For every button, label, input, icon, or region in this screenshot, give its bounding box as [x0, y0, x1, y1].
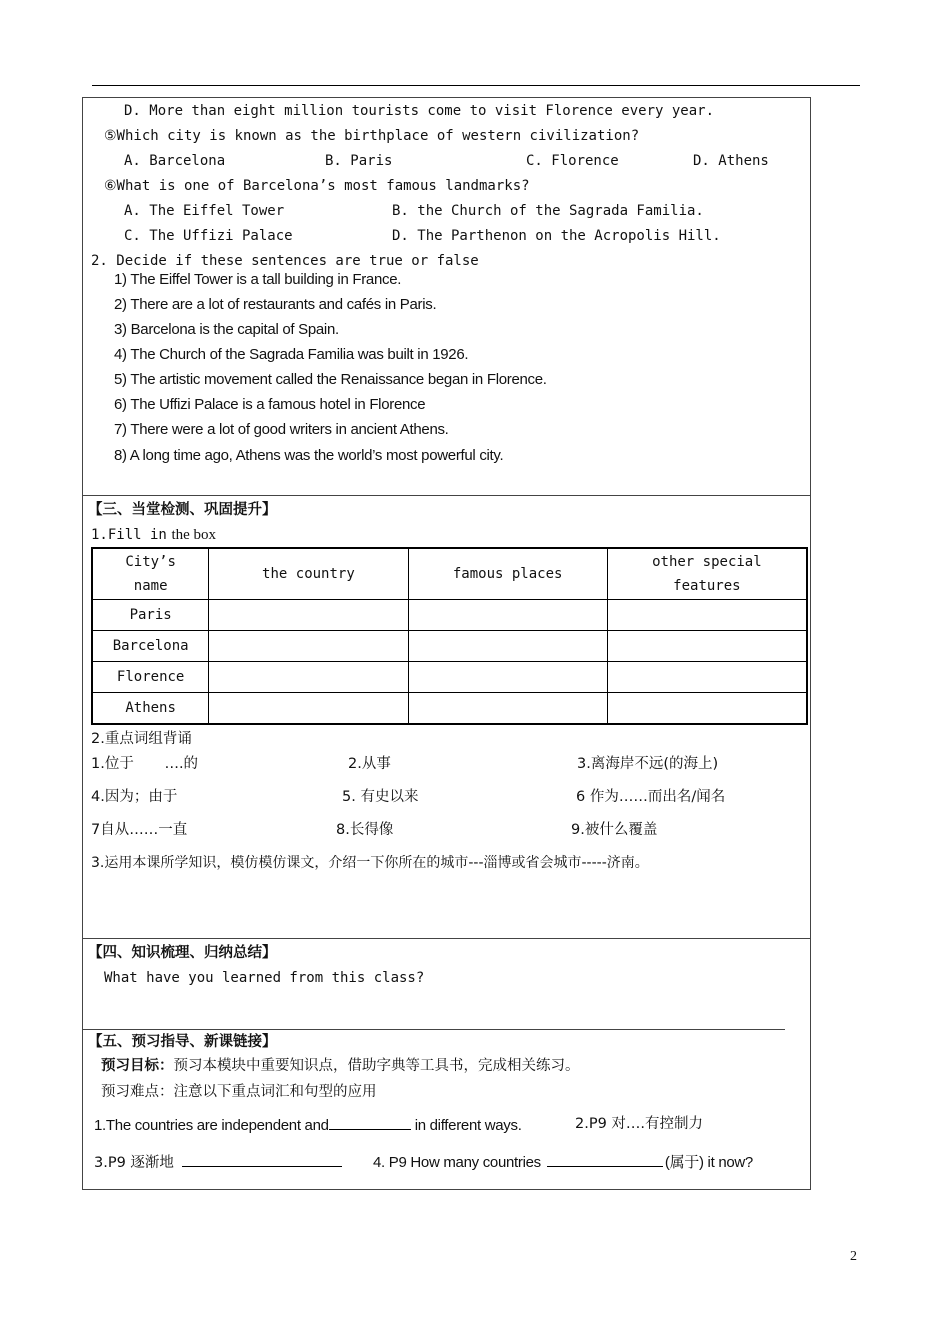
item1-text-b: in different ways. [414, 1117, 522, 1134]
item1-text-a: 1.The countries are independent and [94, 1117, 329, 1134]
page-number: 2 [850, 1249, 857, 1264]
table-header: City’s name [92, 548, 209, 600]
phrase-item: 9.被什么覆盖 [571, 822, 658, 838]
table-row [92, 600, 807, 631]
preview-goal [101, 1057, 580, 1075]
goal-text: 预习本模块中重要知识点，借助字典等工具书，完成相关练习。 [173, 1058, 580, 1074]
phrase-item: 8.长得像 [336, 822, 394, 838]
fill-title-a: 1.Fill in [91, 527, 167, 543]
q5-option-b: B. Paris [325, 153, 393, 169]
table-header: the country [209, 548, 408, 600]
phrase-text: 1.位于 [91, 756, 134, 772]
q5-option-d: D. Athens [693, 153, 769, 169]
item3-text: 3.P9 逐渐地 [94, 1155, 174, 1171]
fill-in-table [91, 547, 808, 725]
answer-cell[interactable] [408, 662, 607, 693]
tf-item: 4) The Church of the Sagrada Familia was built in 1926. [114, 346, 469, 363]
phrase-item: 2.从事 [348, 756, 391, 772]
answer-cell[interactable] [607, 662, 807, 693]
section5-heading: 【五、预习指导、新课链接】 [88, 1034, 277, 1050]
phrase-item: 5. 有史以来 [342, 789, 419, 805]
item4-text-b: (属于) it now? [664, 1154, 753, 1171]
phrase-item: 7自从……一直 [91, 822, 188, 838]
tf-item: 3) Barcelona is the capital of Spain. [114, 321, 339, 338]
preview-item-2: 2.P9 对….有控制力 [575, 1116, 704, 1132]
q5-question: ⑤Which city is known as the birthplace of western civilization? [104, 128, 640, 144]
section4-heading: 【四、知识梳理、归纳总结】 [88, 945, 277, 961]
q5-option-c: C. Florence [526, 153, 619, 169]
phrase-item: 3.离海岸不远(的海上) [577, 756, 719, 772]
table-header-row [92, 548, 807, 600]
q5-option-a: A. Barcelona [124, 153, 226, 169]
tf-title: 2. Decide if these sentences are true or false [91, 253, 479, 269]
section4-question: What have you learned from this class? [104, 970, 425, 986]
q4-option-d: D. More than eight million tourists come to visit Florence every year. [124, 103, 715, 119]
answer-cell[interactable] [408, 693, 607, 725]
tf-item: 5) The artistic movement called the Renaissance began in Florence. [114, 371, 547, 388]
tf-item: 8) A long time ago, Athens was the world’s most powerful city. [114, 447, 504, 464]
phrase-item [91, 755, 198, 773]
item4-text-a: 4. P9 How many countries [373, 1154, 541, 1171]
answer-cell[interactable] [408, 600, 607, 631]
phrases-title: 2.重点词组背诵 [91, 731, 192, 747]
tf-item: 6) The Uffizi Palace is a famous hotel in Florence [114, 396, 426, 413]
city-cell: Florence [92, 662, 209, 693]
answer-cell[interactable] [209, 693, 408, 725]
tf-item: 2) There are a lot of restaurants and cafés in Paris. [114, 296, 437, 313]
table-row [92, 693, 807, 725]
section-divider [82, 938, 811, 939]
answer-blank[interactable] [547, 1152, 663, 1167]
section-divider [82, 495, 811, 496]
q6-option-a: A. The Eiffel Tower [124, 203, 285, 219]
city-cell: Athens [92, 693, 209, 725]
phrase-text: ….的 [164, 756, 199, 772]
answer-blank[interactable] [329, 1115, 411, 1130]
answer-cell[interactable] [209, 631, 408, 662]
table-row [92, 662, 807, 693]
q6-option-d: D. The Parthenon on the Acropolis Hill. [392, 228, 721, 244]
answer-cell[interactable] [607, 693, 807, 725]
fill-title [91, 526, 216, 544]
answer-cell[interactable] [408, 631, 607, 662]
city-cell: Paris [92, 600, 209, 631]
answer-cell[interactable] [209, 600, 408, 631]
answer-cell[interactable] [607, 600, 807, 631]
section-divider [82, 1029, 785, 1030]
preview-item-3 [94, 1152, 342, 1172]
city-cell: Barcelona [92, 631, 209, 662]
answer-cell[interactable] [209, 662, 408, 693]
tf-item: 1) The Eiffel Tower is a tall building in France. [114, 271, 402, 288]
q6-option-c: C. The Uffizi Palace [124, 228, 293, 244]
tf-item: 7) There were a lot of good writers in ancient Athens. [114, 421, 449, 438]
preview-item-1 [94, 1115, 522, 1135]
header-rule [92, 85, 860, 86]
preview-item-4 [373, 1152, 753, 1172]
answer-cell[interactable] [607, 631, 807, 662]
answer-blank[interactable] [182, 1152, 342, 1167]
table-row [92, 631, 807, 662]
section3-heading: 【三、当堂检测、巩固提升】 [88, 502, 277, 518]
q6-question: ⑥What is one of Barcelona’s most famous landmarks? [104, 178, 530, 194]
phrase-item: 6 作为……而出名/闻名 [576, 789, 726, 805]
preview-difficulty: 预习难点：注意以下重点词汇和句型的应用 [101, 1084, 377, 1100]
phrase-item: 4.因为；由于 [91, 789, 178, 805]
table-header: other special features [607, 548, 807, 600]
fill-title-b: the box [171, 527, 217, 543]
table-header: famous places [408, 548, 607, 600]
q6-option-b: B. the Church of the Sagrada Familia. [392, 203, 704, 219]
goal-label: 预习目标： [101, 1058, 174, 1074]
writing-task: 3.运用本课所学知识，模仿模仿课文，介绍一下你所在的城市---淄博或省会城市-----济南。 [91, 855, 649, 871]
